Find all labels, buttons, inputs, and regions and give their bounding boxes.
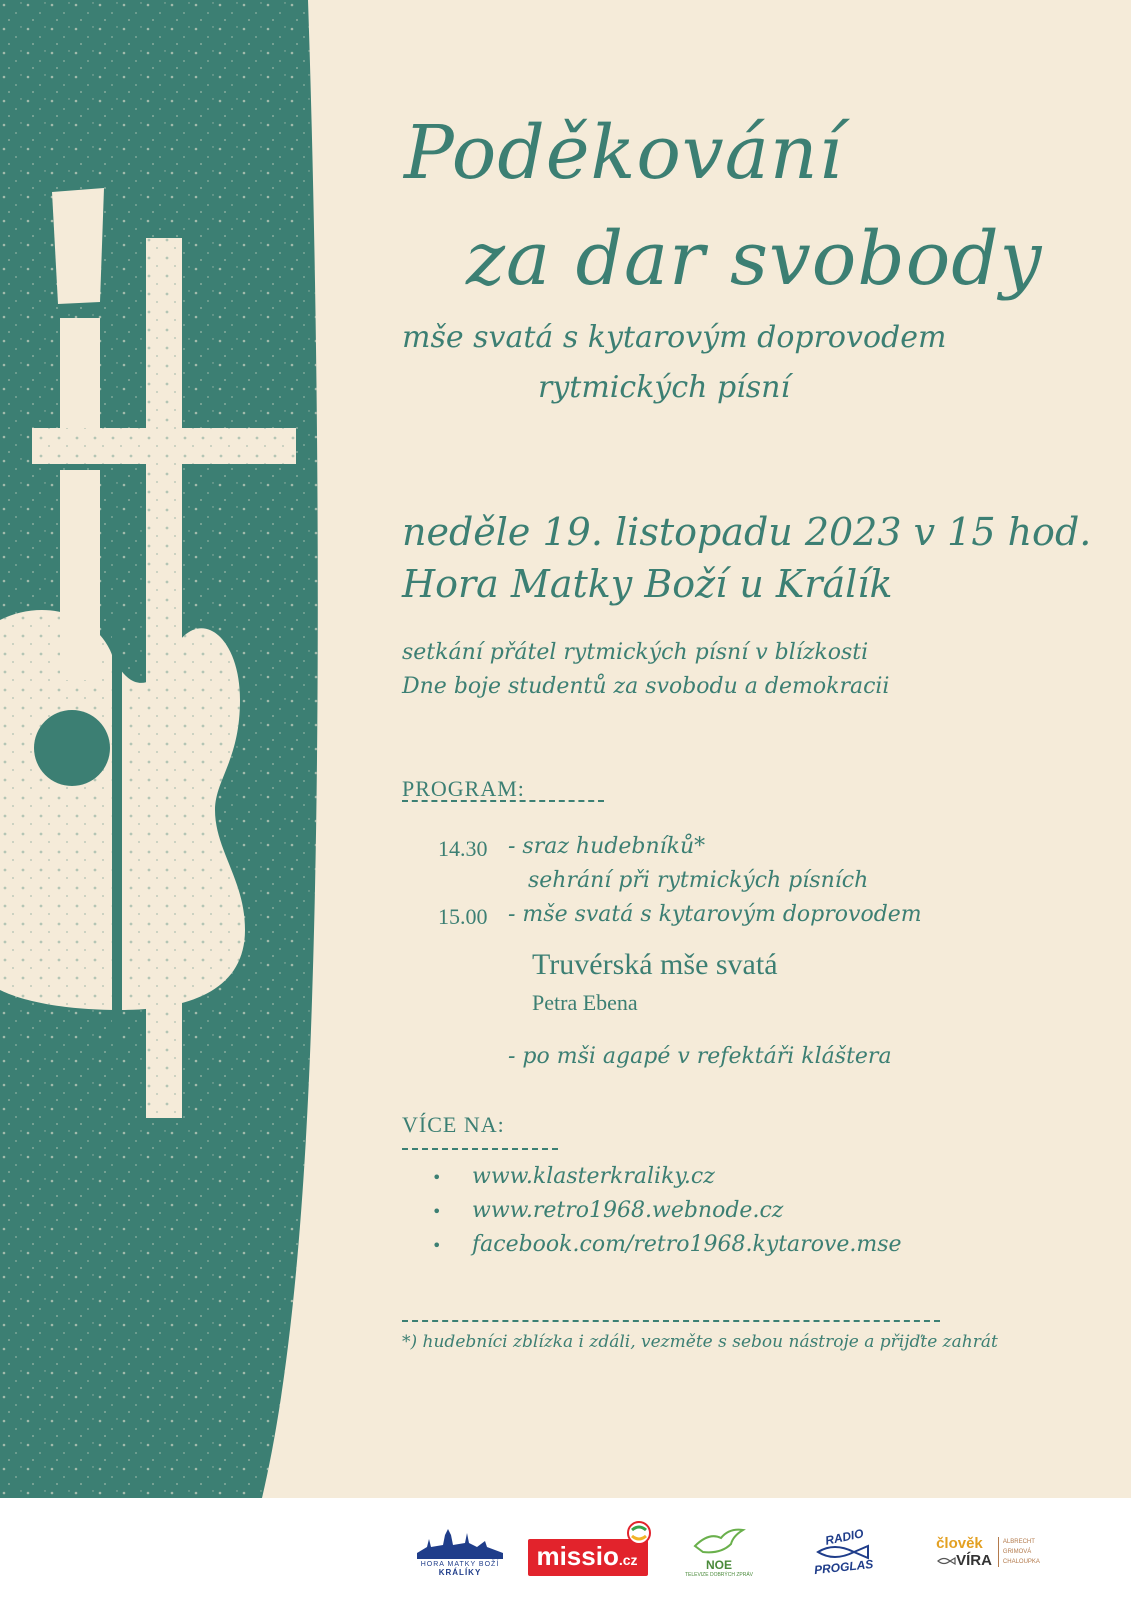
proglas-logo-text2: PROGLAS (813, 1556, 875, 1578)
subtitle-line1: mše svatá s kytarovým doprovodem (402, 320, 947, 355)
program-item-1: - sraz hudebníků* (508, 834, 706, 859)
subtitle-line2: rytmických písní (538, 370, 791, 405)
event-note-line2: Dne boje studentů za svobodu a demokracii (402, 674, 890, 699)
logo-radio-proglas[interactable] (806, 1520, 882, 1584)
clovek-side-2: GRIMOVÁ (1002, 1549, 1032, 1555)
bullet-icon: • (432, 1236, 442, 1255)
program-after: - po mši agapé v refektáři kláštera (508, 1044, 892, 1069)
logo-hora-matky-bozi[interactable] (398, 1520, 522, 1584)
program-time-2: 15.00 (438, 904, 488, 929)
mass-title: Truvérská mše svatá (532, 948, 778, 981)
more-heading: VÍCE NA: (402, 1112, 505, 1137)
more-divider (402, 1148, 558, 1150)
mass-author: Petra Ebena (532, 990, 638, 1015)
guitar-cross-artwork (0, 0, 330, 1498)
clovek-side-1: ALBRECHT (1002, 1539, 1035, 1545)
logo-missio[interactable] (518, 1520, 658, 1584)
noe-logo-sub: TELEVIZE DOBRÝCH ZPRÁV (684, 1572, 754, 1578)
vira-logo-text: VÍRA (956, 1552, 992, 1569)
noe-logo-text: NOE (705, 1558, 732, 1572)
fish-icon (936, 1556, 956, 1566)
bullet-icon: • (432, 1202, 442, 1221)
event-place: Hora Matky Boží u Králík (402, 562, 893, 606)
clovek-logo-text: člověk (936, 1535, 983, 1552)
footnote-divider (402, 1320, 940, 1322)
event-note-line1: setkání přátel rytmických písní v blízkosti (402, 640, 869, 665)
event-date: neděle 19. listopadu 2023 v 15 hod. (402, 510, 1092, 554)
globe-icon (626, 1520, 652, 1546)
dove-icon (691, 1526, 747, 1558)
program-time-1: 14.30 (438, 836, 488, 861)
missio-logo-text: missio (536, 1540, 619, 1571)
hora-logo-text2: KRÁLÍKY (438, 1568, 482, 1577)
program-item-1-detail: sehrání při rytmických písních (528, 868, 869, 893)
logo-clovek-vira[interactable] (918, 1520, 1058, 1584)
proglas-logo-text1: RADIO (823, 1526, 865, 1548)
church-icon (415, 1527, 505, 1561)
bullet-icon: • (432, 1168, 442, 1187)
logo-noe[interactable] (684, 1520, 754, 1584)
clovek-side-3: CHALOUPKA (1002, 1559, 1040, 1565)
footnote: *) hudebníci zblízka i zdáli, vezměte s sebou nástroje a přijďte zahrát (402, 1332, 998, 1352)
missio-logo-suffix: .cz (618, 1551, 638, 1568)
program-item-2: - mše svatá s kytarovým doprovodem (508, 902, 922, 927)
page-title-line1: Poděkování (404, 110, 844, 196)
page-title-line2: za dar svobody (466, 216, 1043, 302)
link-klasterkraliky[interactable]: www.klasterkraliky.cz (472, 1164, 715, 1189)
link-facebook[interactable]: facebook.com/retro1968.kytarove.mse (472, 1232, 902, 1257)
program-heading: PROGRAM: (402, 776, 525, 801)
hora-logo-text: HORA MATKY BOŽÍ (420, 1561, 500, 1568)
program-divider (402, 800, 604, 802)
link-retro1968[interactable]: www.retro1968.webnode.cz (472, 1198, 784, 1223)
